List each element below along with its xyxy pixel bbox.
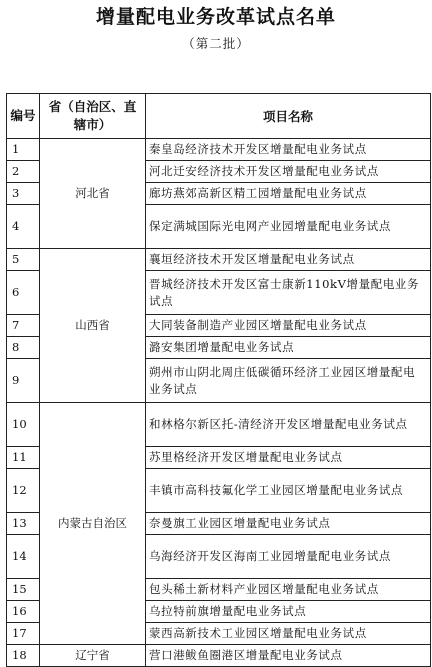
table-row xyxy=(7,139,431,161)
project-name: 蒙西高新技术工业园区增量配电业务试点 xyxy=(146,623,431,645)
row-number: 5 xyxy=(7,249,40,271)
document-subtitle: （第二批） xyxy=(182,36,250,51)
table-row xyxy=(7,403,431,447)
row-number: 9 xyxy=(7,359,40,403)
project-name: 丰镇市高科技氟化学工业园区增量配电业务试点 xyxy=(146,469,431,513)
header-number: 编号 xyxy=(7,94,40,139)
document-title: 增量配电业务改革试点名单 xyxy=(95,6,336,28)
project-name: 廊坊燕郊高新区精工园增量配电业务试点 xyxy=(146,183,431,205)
row-number: 3 xyxy=(7,183,40,205)
project-name: 保定满城国际光电网产业园增量配电业务试点 xyxy=(146,205,431,249)
row-number: 12 xyxy=(7,469,40,513)
row-number: 2 xyxy=(7,161,40,183)
row-number: 1 xyxy=(7,139,40,161)
row-number: 7 xyxy=(7,315,40,337)
province-cell: 山西省 xyxy=(40,249,146,403)
row-number: 8 xyxy=(7,337,40,359)
row-number: 15 xyxy=(7,579,40,601)
row-number: 18 xyxy=(7,645,40,667)
project-name: 奈曼旗工业园区增量配电业务试点 xyxy=(146,513,431,535)
province-cell: 辽宁省 xyxy=(40,645,146,667)
project-name: 包头稀土新材料产业园区增量配电业务试点 xyxy=(146,579,431,601)
table-row xyxy=(7,249,431,271)
project-name: 苏里格经济开发区增量配电业务试点 xyxy=(146,447,431,469)
row-number: 6 xyxy=(7,271,40,315)
project-name: 大同装备制造产业园区增量配电业务试点 xyxy=(146,315,431,337)
project-name: 河北迁安经济技术开发区增量配电业务试点 xyxy=(146,161,431,183)
project-name: 乌海经济开发区海南工业园增量配电业务试点 xyxy=(146,535,431,579)
project-name: 营口港鲅鱼圈港区增量配电业务试点 xyxy=(146,645,431,667)
project-name: 朔州市山阴北周庄低碳循环经济工业园区增量配电业务试点 xyxy=(146,359,431,403)
project-name: 秦皇岛经济技术开发区增量配电业务试点 xyxy=(146,139,431,161)
header-province: 省（自治区、直辖市） xyxy=(40,94,146,139)
row-number: 13 xyxy=(7,513,40,535)
pilot-list-table xyxy=(6,93,431,667)
province-cell: 河北省 xyxy=(40,139,146,249)
row-number: 16 xyxy=(7,601,40,623)
row-number: 10 xyxy=(7,403,40,447)
table-row xyxy=(7,645,431,667)
table-header-row xyxy=(7,94,431,139)
project-name: 晋城经济技术开发区富士康新110kV增量配电业务试点 xyxy=(146,271,431,315)
row-number: 11 xyxy=(7,447,40,469)
project-name: 乌拉特前旗增量配电业务试点 xyxy=(146,601,431,623)
project-name: 潞安集团增量配电业务试点 xyxy=(146,337,431,359)
row-number: 14 xyxy=(7,535,40,579)
province-cell: 内蒙古自治区 xyxy=(40,403,146,645)
header-project-name: 项目名称 xyxy=(146,94,431,139)
project-name: 和林格尔新区托-清经济开发区增量配电业务试点 xyxy=(146,403,431,447)
project-name: 襄垣经济技术开发区增量配电业务试点 xyxy=(146,249,431,271)
row-number: 17 xyxy=(7,623,40,645)
row-number: 4 xyxy=(7,205,40,249)
